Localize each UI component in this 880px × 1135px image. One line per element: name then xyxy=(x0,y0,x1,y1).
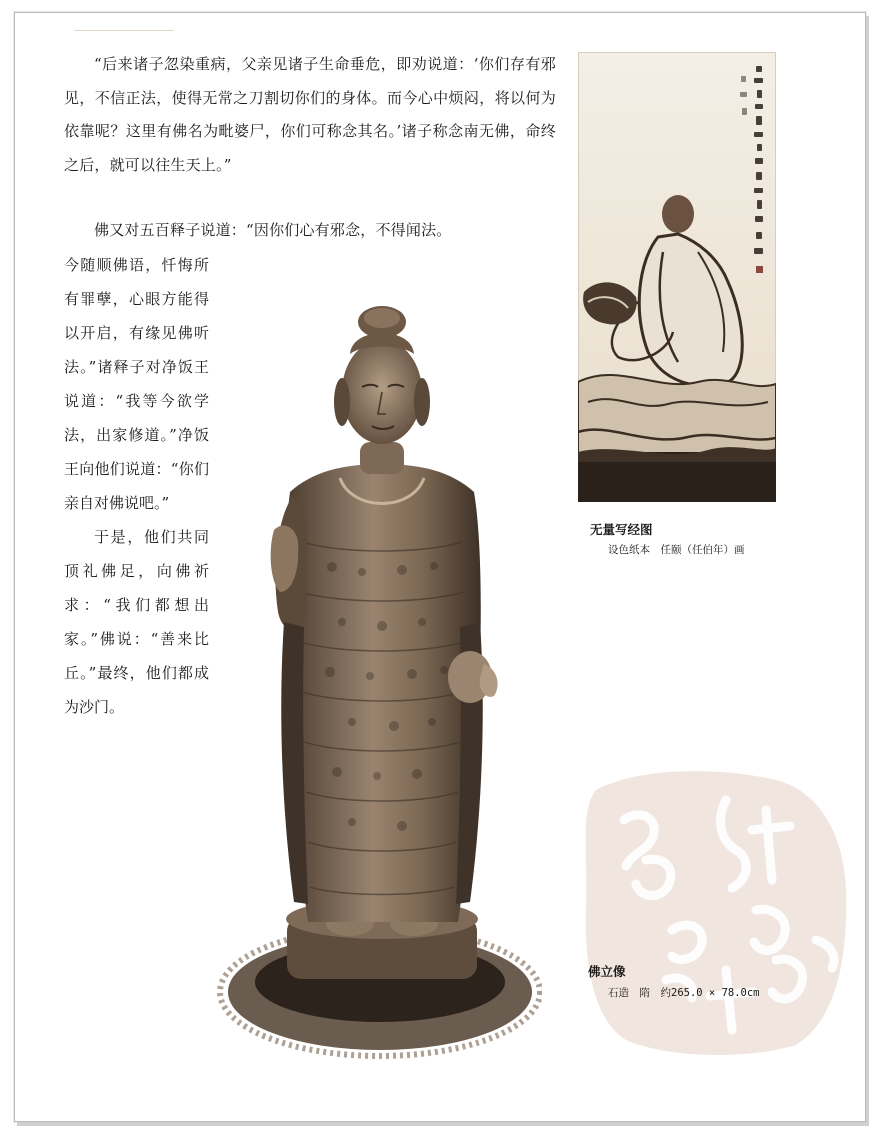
painting-caption-title: 无量写经图 xyxy=(590,522,653,537)
statue-image xyxy=(212,292,542,1072)
paragraph-3: 于是，他们共同顶礼佛足，向佛祈求：“我们都想出家。”佛说：“善来比丘。”最终，他们都成为沙门。 xyxy=(64,528,209,716)
paragraph-2-start: 佛又对五百释子说道：“因你们心有邪念，不得闻法。 xyxy=(94,221,452,239)
narrow-text-column xyxy=(64,248,209,724)
buddha-statue-illustration xyxy=(212,292,542,1072)
paragraph-1: “后来诸子忽染重病，父亲见诸子生命垂危，即劝说道：‘你们存有邪见，不信正法，使得无常之刀割切你们的身体。而今心中烦闷，将以何为依靠呢？这里有佛名为毗婆尸，你们可称念其名。’诸子称念南无佛，命终之后，就可以往生天上。” xyxy=(64,55,556,174)
seal-watermark xyxy=(576,760,852,1060)
paragraph-2-continued: 今随顺佛语，忏悔所有罪孽，心眼方能得以开启，有缘见佛听法。”诸释子对净饭王说道：“我等今欲学法，出家修道。”净饭王向他们说道：“你们亲自对佛说吧。” xyxy=(64,256,209,512)
statue-caption-title: 佛立像 xyxy=(588,964,626,979)
statue-caption-subtitle: 石造 隋 约265.0 × 78.0cm xyxy=(608,987,760,999)
painting-illustration xyxy=(578,52,776,502)
painting-image xyxy=(578,52,776,502)
painting-caption-subtitle: 设色纸本 任颐（任伯年）画 xyxy=(608,544,745,556)
top-rule xyxy=(74,30,174,31)
seal-stamp-illustration xyxy=(576,760,852,1060)
